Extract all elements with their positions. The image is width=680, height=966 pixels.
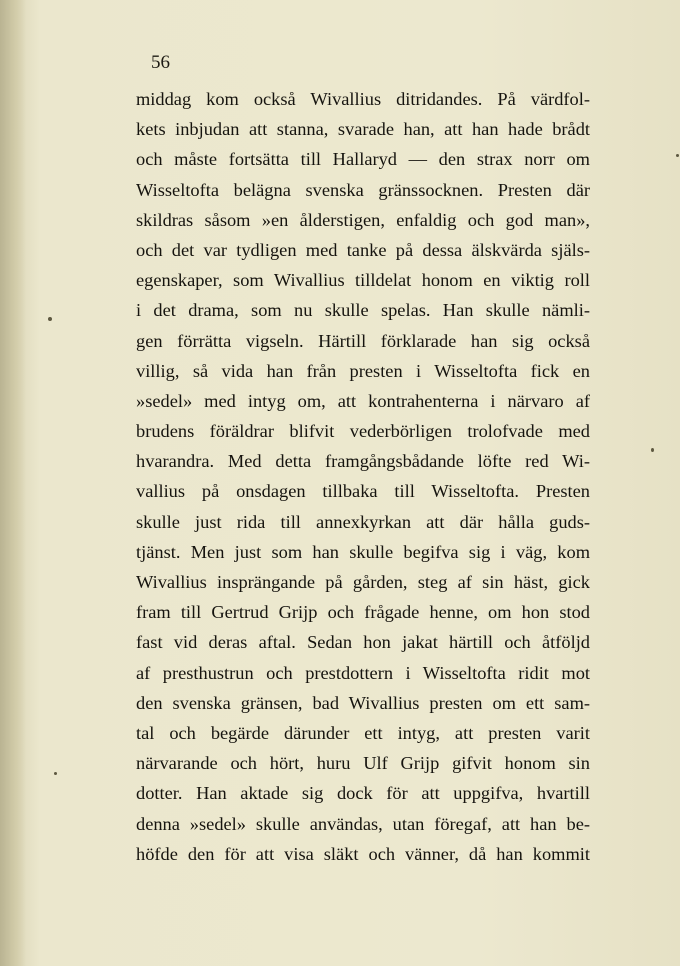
text-line: och det var tydligen med tanke på dessa älskvärda själs- [136, 239, 590, 260]
paper-speck [651, 448, 654, 452]
text-line: den svenska gränsen, bad Wivallius presten om ett sam- [136, 692, 590, 713]
text-line: närvarande och hört, huru Ulf Grijp gifvit honom sin [136, 753, 590, 774]
text-line: Wivallius insprängande på gården, steg af sin häst, gick [136, 572, 590, 592]
text-line: brudens föräldrar blifvit vederbörligen trolofvade med [136, 421, 590, 442]
text-line: tal och begärde därunder ett intyg, att presten varit [136, 722, 590, 743]
text-line: dotter. Han aktade sig dock för att uppgifva, hvartill [136, 783, 590, 804]
text-line: denna »sedel» skulle användas, utan föregaf, att han be- [136, 813, 590, 834]
page-number: 56 [151, 52, 170, 73]
text-line: tjänst. Men just som han skulle begifva sig i väg, kom [136, 541, 590, 562]
text-line: egenskaper, som Wivallius tilldelat honom en viktig roll [136, 270, 590, 291]
paper-speck [676, 154, 679, 157]
text-line: skildras såsom »en ålderstigen, enfaldig och god man», [136, 209, 590, 230]
text-line: Wisseltofta belägna svenska gränssocknen. Presten där [136, 179, 590, 200]
text-line: hvarandra. Med detta framgångsbådande löfte red Wi- [136, 451, 590, 472]
text-line: »sedel» med intyg om, att kontrahenterna i närvaro af [136, 390, 590, 411]
text-line: fram till Gertrud Grijp och frågade henne, om hon stod [136, 602, 590, 623]
text-line: kets inbjudan att stanna, svarade han, att han hade brådt [136, 119, 590, 140]
text-line: vallius på onsdagen tillbaka till Wisseltofta. Presten [136, 481, 590, 502]
text-line: middag kom också Wivallius ditridandes. På värdfol- [136, 89, 590, 109]
text-line: af presthustrun och prestdottern i Wisseltofta ridit mot [136, 662, 590, 683]
text-line: villig, så vida han från presten i Wisseltofta fick en [136, 360, 590, 381]
body-text [136, 84, 590, 869]
text-line: höfde den för att visa släkt och vänner, då han kommit [136, 843, 590, 864]
text-line: i det drama, som nu skulle spelas. Han skulle nämli- [136, 300, 590, 321]
text-line: och måste fortsätta till Hallaryd — den strax norr om [136, 149, 590, 170]
text-line: skulle just rida till annexkyrkan att där hålla guds- [136, 511, 590, 532]
text-line: gen förrätta vigseln. Härtill förklarade han sig också [136, 330, 590, 351]
paper-speck [54, 772, 57, 775]
text-line: fast vid deras aftal. Sedan hon jakat härtill och åtföljd [136, 632, 590, 653]
paper-speck [48, 317, 52, 321]
page-gutter-shadow [0, 0, 26, 966]
